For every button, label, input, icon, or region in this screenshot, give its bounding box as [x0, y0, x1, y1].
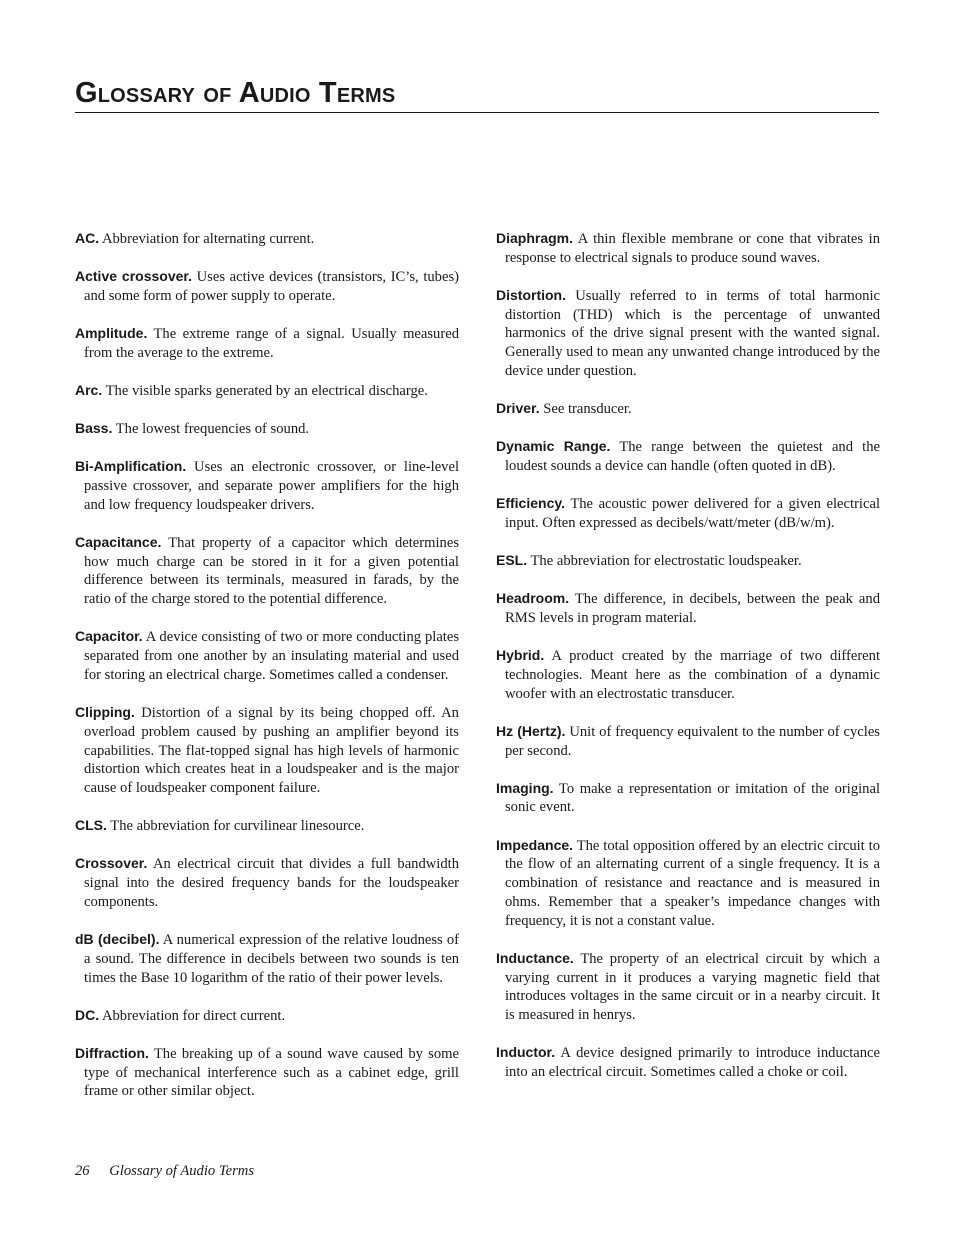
glossary-term: Driver.: [496, 400, 540, 417]
glossary-entry: [496, 589, 880, 628]
glossary-entry: [496, 646, 880, 703]
glossary-definition: The visible sparks generated by an electrical discharge.: [105, 382, 428, 399]
glossary-term: Distortion.: [496, 286, 566, 303]
glossary-definition: Uses an electronic crossover, or line-level passive crossover, and separate power amplifiers for the high and low frequency loudspeaker drivers.: [84, 459, 459, 513]
glossary-entry: [496, 779, 880, 818]
glossary-definition: The breaking up of a sound wave caused by some type of mechanical interference such as a cabinet edge, grill frame or other similar object.: [84, 1045, 459, 1100]
glossary-definition: The range between the quietest and the loudest sounds a device can handle (often quoted in dB).: [505, 439, 880, 475]
glossary-entry: [75, 1044, 459, 1101]
glossary-entry: [75, 419, 459, 439]
glossary-entry: [75, 1006, 459, 1026]
glossary-term: Capacitance.: [75, 533, 162, 550]
glossary-term: Arc.: [75, 381, 103, 398]
glossary-definition: That property of a capacitor which determines how much charge can be stored in it for a given potential difference between its terminals, measured in farads, by the ratio of the charge stored to the potential difference.: [84, 534, 459, 608]
glossary-entry: [75, 854, 459, 911]
glossary-entry: [496, 229, 880, 268]
glossary-definition: A product created by the marriage of two different technologies. Meant here as the combination of a dynamic woofer with an electrostatic transducer.: [505, 648, 881, 702]
glossary-entry: [75, 229, 459, 249]
page-title: Glossary of Audio Terms: [75, 77, 396, 109]
glossary-definition: Unit of frequency equivalent to the number of cycles per second.: [505, 723, 880, 759]
glossary-entry: [75, 627, 459, 684]
glossary-term: Inductor.: [496, 1044, 556, 1061]
glossary-term: Diaphragm.: [496, 230, 574, 246]
glossary-term: Active crossover.: [75, 268, 192, 285]
glossary-definition: Abbreviation for alternating current.: [101, 231, 315, 247]
glossary-term: Imaging.: [496, 779, 554, 796]
glossary-entry: [75, 703, 459, 798]
glossary-term: Inductance.: [496, 949, 574, 966]
glossary-entry: [496, 286, 880, 381]
glossary-definition: The total opposition offered by an electric circuit to the flow of an alternating current of a single frequency. It is a combination of resistance and reactance and is measured in ohms. Remember that a speaker’s impedance changes with frequency, it is not a constant value.: [505, 837, 881, 929]
glossary-definition: The property of an electrical circuit by which a varying current in it produces a varying magnetic field that introduces voltages in the same circuit or in a nearby circuit. It is measured in henrys.: [505, 950, 880, 1024]
glossary-term: Clipping.: [75, 703, 135, 720]
glossary-entry: [75, 381, 459, 401]
glossary-definition: Abbreviation for direct current.: [101, 1007, 286, 1024]
glossary-term: Impedance.: [496, 836, 574, 853]
glossary-entry: [496, 1043, 880, 1082]
glossary-entry: [496, 551, 880, 571]
glossary-term: CLS.: [75, 817, 107, 834]
glossary-term: Hybrid.: [496, 647, 545, 664]
glossary-definition: A thin flexible membrane or cone that vibrates in response to electrical signals to produce sound waves.: [505, 231, 880, 266]
glossary-term: AC.: [75, 230, 100, 246]
glossary-entry: [75, 324, 459, 363]
glossary-term: Headroom.: [496, 590, 570, 607]
glossary-entry: [75, 930, 459, 987]
glossary-term: Hz (Hertz).: [496, 722, 566, 739]
glossary-term: ESL.: [496, 552, 528, 569]
glossary-entry: [496, 399, 880, 419]
title-rule: [75, 112, 879, 113]
glossary-term: DC.: [75, 1006, 100, 1023]
glossary-term: Amplitude.: [75, 324, 148, 341]
footer-section-title: Glossary of Audio Terms: [109, 1163, 254, 1179]
glossary-entry: [496, 437, 880, 476]
page-number: 26: [75, 1163, 90, 1179]
glossary-term: Bass.: [75, 419, 113, 436]
glossary-term: Diffraction.: [75, 1044, 149, 1061]
glossary-right-column: [496, 229, 880, 1100]
glossary-definition: See transducer.: [543, 401, 632, 418]
glossary-term: Efficiency.: [496, 495, 565, 512]
glossary-entry: [496, 494, 880, 533]
glossary-entry: [496, 949, 880, 1025]
glossary-term: Bi-Amplification.: [75, 458, 187, 475]
glossary-definition: A device designed primarily to introduce inductance into an electrical circuit. Sometimes called a choke or coil.: [505, 1045, 881, 1081]
glossary-entry: [75, 267, 459, 306]
glossary-term: dB (decibel).: [75, 930, 160, 947]
glossary-definition: Usually referred to in terms of total harmonic distortion (THD) which is the percentage of unwanted harmonics of the drive signal present with the wanted signal. Generally used to mean any unwanted change introduced by the device under question.: [505, 287, 880, 380]
glossary-term: Dynamic Range.: [496, 438, 611, 455]
glossary-definition: The extreme range of a signal. Usually measured from the average to the extreme.: [84, 325, 459, 361]
glossary-term: Capacitor.: [75, 628, 143, 645]
glossary-definition: A numerical expression of the relative loudness of a sound. The difference in decibels between two sounds is ten times the Base 10 logarithm of the ratio of their power levels.: [84, 931, 459, 986]
glossary-left-column: [75, 229, 459, 1119]
glossary-definition: Distortion of a signal by its being chopped off. An overload problem caused by pushing an amplifier beyond its capabilities. The flat-topped signal has high levels of harmonic distortion which creates heat in a loudspeaker and is the major cause of loudspeaker component failure.: [84, 704, 459, 797]
glossary-definition: Uses active devices (transistors, IC’s, tubes) and some form of power supply to operate.: [84, 269, 459, 304]
glossary-entry: [75, 457, 459, 514]
glossary-definition: To make a representation or imitation of the original sonic event.: [505, 780, 880, 816]
glossary-definition: The abbreviation for electrostatic loudspeaker.: [530, 553, 802, 570]
glossary-definition: The abbreviation for curvilinear linesource.: [110, 818, 365, 835]
glossary-term: Crossover.: [75, 855, 148, 872]
glossary-entry: [75, 533, 459, 609]
glossary-entry: [75, 816, 459, 836]
glossary-definition: The difference, in decibels, between the peak and RMS levels in program material.: [505, 591, 880, 626]
glossary-definition: An electrical circuit that divides a full bandwidth signal into the desired frequency bands for the loudspeaker components.: [84, 856, 460, 910]
glossary-definition: The lowest frequencies of sound.: [115, 420, 310, 437]
page-footer: [75, 1163, 254, 1180]
glossary-definition: A device consisting of two or more conducting plates separated from one another by an insulating material and used for storing an electrical charge. Sometimes called a condenser.: [84, 629, 460, 683]
glossary-definition: The acoustic power delivered for a given electrical input. Often expressed as decibels/watt/meter (dB/w/m).: [505, 496, 880, 531]
glossary-entry: [496, 836, 880, 931]
glossary-entry: [496, 722, 880, 761]
